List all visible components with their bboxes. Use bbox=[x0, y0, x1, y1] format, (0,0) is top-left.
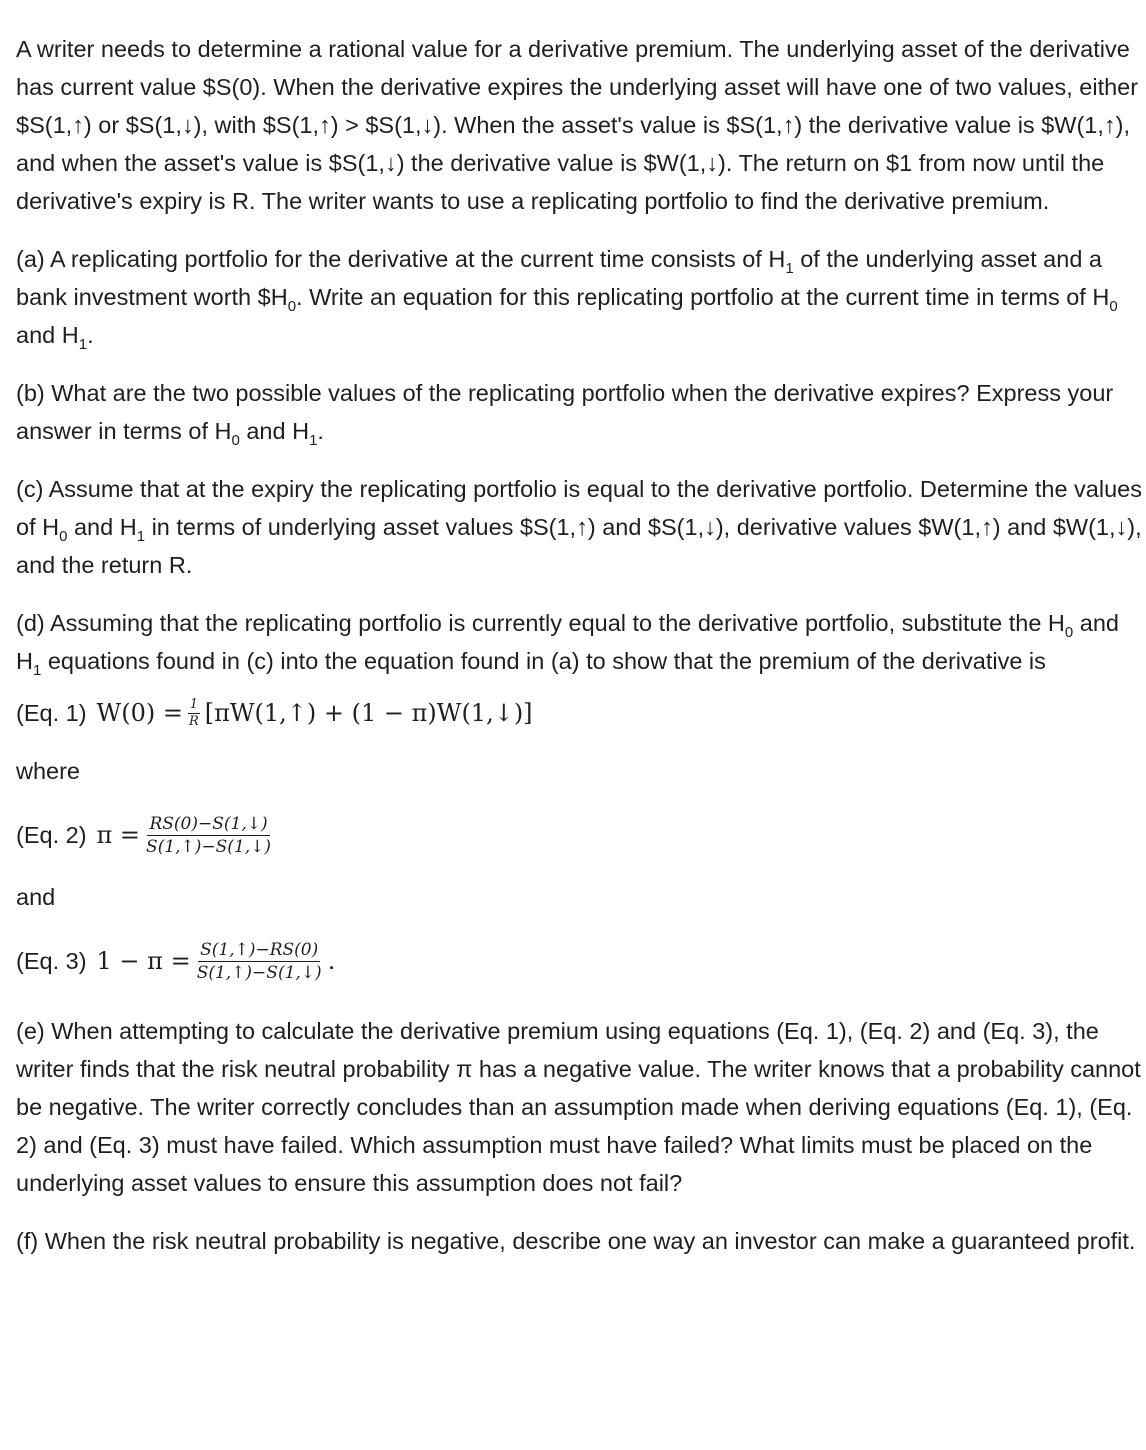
part-a-paragraph: (a) A replicating portfolio for the derivative at the current time consists of $H_1$ of the underlying asset and a bank investment worth $\$H_0$. Write an equation for this replicating portfolio at the current time in terms of $H_0$ and $H_1$. bbox=[16, 246, 1118, 353]
equation-2 bbox=[16, 804, 1144, 866]
equation-3-numerator: S(1,↑)−RS(0) bbox=[200, 939, 319, 960]
equation-2-lhs: π = bbox=[96, 821, 141, 849]
equation-2-label: (Eq. 2) bbox=[16, 822, 87, 848]
equation-3-label: (Eq. 3) bbox=[16, 948, 87, 974]
question-document bbox=[16, 30, 1144, 1260]
part-e-paragraph: (e) When attempting to calculate the derivative premium using equations (Eq. 1), (Eq. 2) and (Eq. 3), the writer finds that the risk neutral probability π has a negative value. The writer knows that a probability cannot be negative. The writer correctly concludes than an assumption made when deriving equations (Eq. 1), (Eq. 2) and (Eq. 3) must have failed. Which assumption must have failed? What limits must be placed on the underlying asset values to ensure this assumption does not fail? bbox=[16, 1018, 1141, 1196]
equation-1-rhs: [πW(1,↑) + (1 − π)W(1,↓)] bbox=[204, 699, 533, 727]
equation-3-denominator: S(1,↑)−S(1,↓) bbox=[196, 962, 322, 983]
intro-paragraph: A writer needs to determine a rational value for a derivative premium. The underlying asset of the derivative has current value $S(0). When the derivative expires the underlying asset will have one of two values, either $S(1,↑) or $S(1,↓), with $S(1,↑) > $S(1,↓). When the asset's value is $S(1,↑) the derivative value is $W(1,↑), and when the asset's value is $S(1,↓) the derivative value is $W(1,↓). The return on $1 from now until the derivative's expiry is R. The writer wants to use a replicating portfolio to find the derivative premium. bbox=[16, 36, 1139, 214]
equation-1-fraction bbox=[187, 697, 201, 730]
equation-1-label: (Eq. 1) bbox=[16, 700, 87, 726]
equation-2-fraction bbox=[144, 813, 273, 858]
equation-2-denominator: S(1,↑)−S(1,↓) bbox=[146, 836, 272, 857]
part-d-paragraph: (d) Assuming that the replicating portfolio is currently equal to the derivative portfolio, substitute the $H_0$ and $H_1$ equations found in (c) into the equation found in (a) to show that the premium of the derivative is bbox=[16, 610, 1119, 679]
equation-1 bbox=[16, 684, 1144, 742]
and-text: and bbox=[16, 884, 56, 910]
equation-3 bbox=[16, 930, 1144, 992]
equation-2-numerator: RS(0)−S(1,↓) bbox=[149, 813, 268, 834]
equation-3-fraction bbox=[195, 939, 324, 984]
equation-1-numerator: 1 bbox=[189, 696, 198, 712]
part-c-paragraph: (c) Assume that at the expiry the replicating portfolio is equal to the derivative portfolio. Determine the values of $H_0$ and $H_1$ in terms of underlying asset values $S(1,↑) and $S(1,↓), derivative values $W(1,↑) and $W(1,↓), and the return R. bbox=[16, 476, 1142, 578]
part-f-paragraph: (f) When the risk neutral probability is negative, describe one way an investor can make a guaranteed profit. bbox=[16, 1228, 1136, 1254]
part-b-paragraph: (b) What are the two possible values of the replicating portfolio when the derivative expires? Express your answer in terms of $H_0$ and $H_1$. bbox=[16, 380, 1114, 449]
equation-3-lhs: 1 − π = bbox=[96, 947, 191, 975]
equation-1-lhs: W(0) = bbox=[96, 699, 183, 727]
equation-1-denominator: R bbox=[188, 713, 199, 729]
equation-3-period: . bbox=[327, 947, 336, 975]
where-text: where bbox=[16, 758, 81, 784]
